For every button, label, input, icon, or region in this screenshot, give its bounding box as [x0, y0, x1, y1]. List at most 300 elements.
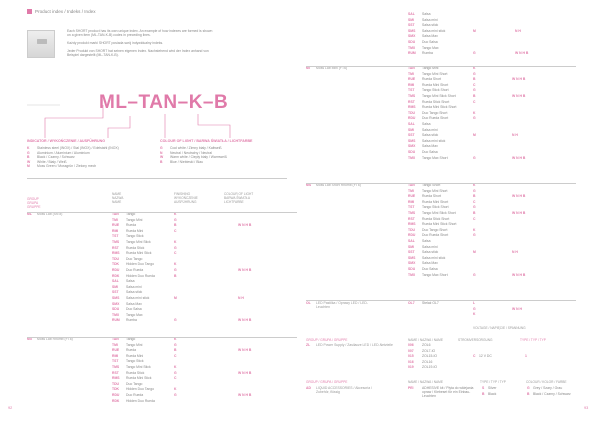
item-code: SDU	[112, 307, 120, 312]
finish-code: C	[473, 99, 476, 104]
item-name: Tango Mini	[422, 66, 439, 70]
item-name: Salsa mini stick	[126, 296, 150, 300]
item-code: RDU	[112, 393, 120, 397]
item-name: Rueda Short	[422, 77, 442, 82]
group-name: Moss Lab (SN 8)	[37, 212, 63, 216]
item-name: Tango	[126, 337, 136, 341]
item-code: RUM	[408, 51, 416, 56]
item-code: OL7	[408, 301, 415, 305]
item-code: RMS	[112, 376, 120, 381]
finish-code: G	[473, 116, 476, 121]
legend-head-light: COLOUR OF LIGHT / BARWA ŚWIATŁA / LICHTFARBE	[160, 139, 253, 143]
legend-light-colours	[160, 147, 227, 165]
item-code: RUM	[112, 318, 120, 323]
finish-code: M	[473, 133, 476, 138]
item-code: RUE	[112, 348, 120, 353]
item-code: TMS	[112, 240, 120, 244]
voltage-value: 12 V DC	[479, 354, 492, 359]
colour-code: N H	[512, 133, 518, 138]
item-name: Salsa	[422, 12, 431, 16]
finish-code: G	[473, 205, 476, 210]
item-code: TMI	[112, 217, 118, 222]
finish-code: G	[174, 370, 177, 375]
colour-code: W N H B	[238, 223, 252, 228]
item-name: Rueda Mini Stick Short	[422, 222, 457, 227]
divider	[27, 178, 287, 179]
item-name: Duo Salsa	[422, 40, 438, 44]
item-name: Tango Max Short	[422, 272, 448, 277]
colour-code: G	[527, 386, 530, 390]
item-code: RMS	[408, 222, 416, 227]
item-code: SMI	[408, 127, 415, 132]
item-code: SDU	[408, 150, 416, 154]
item-name: Rueda Stick Short	[422, 216, 450, 221]
item-name: Salsa stick	[422, 23, 439, 28]
item-code: RDK	[112, 273, 120, 278]
item-code: TMI	[408, 188, 414, 193]
finish-code: C	[473, 82, 476, 87]
item-name: Salsa mini	[126, 284, 142, 289]
colhead-zl-name: NAME / NAZWA / NAME	[408, 338, 443, 342]
finish-code: G	[174, 217, 177, 222]
item-name: Rueda Mini Short	[422, 199, 449, 204]
finish-code: G	[174, 393, 177, 397]
item-code: TST	[408, 88, 415, 93]
divider	[306, 66, 576, 67]
legend-key: K	[27, 146, 30, 150]
colour-code: W N H B	[512, 155, 526, 160]
item-name: Hidden Duo Rueda	[126, 398, 155, 403]
legend-value: Black / Czarny / Schwarz	[37, 155, 75, 160]
item-name: Tango Mini Stick Short	[422, 94, 456, 98]
finish-code: G	[473, 272, 476, 277]
header-title: Product index / Indeks / Index	[35, 9, 96, 14]
colour-code: N H	[515, 28, 521, 33]
group-name: LED Pastilka / Oprawy LED / LED-Leuchten	[316, 301, 369, 309]
item-code: TST	[112, 359, 119, 364]
item-code: SST	[112, 290, 119, 295]
colhead-colour: COLOUR OF LIGHT BARWA ŚWIATŁA LICHTFARBE	[224, 192, 254, 204]
colour-code: W N H B	[238, 348, 252, 353]
item-name: ADHESIVE kit / Płyta do wklejania opraw / Klebeset für ein Einbau-Leuchten	[422, 386, 474, 398]
finish-code: B	[473, 77, 476, 82]
finish-code: K	[473, 227, 476, 232]
legend-value: White / Biały / Weiß	[37, 159, 67, 164]
finish-code: B	[174, 223, 177, 228]
group-code: ZL	[306, 343, 311, 347]
legend-value: Blue / Niebieski / Blau	[170, 159, 203, 164]
colour-code: W N H B	[515, 51, 529, 56]
intro-de: Jeder Produkt von SHORT hat seinen eigenen Index. Nachstehend wird der Index anhand von Beispiel dargestellt (ML-TAN-K-B).	[67, 48, 209, 58]
item-name: Tango Stick	[126, 234, 144, 239]
legend-key: M	[27, 164, 30, 169]
legend-value: Moss Green / Mossgrün / Zielony mech	[37, 164, 97, 169]
item-code: TMS	[408, 211, 416, 215]
finish-code: G	[174, 342, 177, 347]
item-code: SAL	[112, 279, 119, 284]
item-name: Duo Tango Short	[422, 227, 448, 232]
item-name: Rueda	[126, 223, 136, 228]
colhead-ad-type: TYPE / TYP / TYP	[480, 380, 506, 384]
item-name: Duo Tango Short	[422, 110, 448, 115]
item-name: Rueda Stick Short	[422, 99, 450, 104]
intro-text	[67, 29, 217, 61]
legend-key: G	[160, 146, 163, 150]
divider	[27, 212, 297, 213]
item-name: Duo Rueda Short	[422, 116, 449, 121]
colour-code: W N H B	[512, 272, 526, 277]
page-number-left: 92	[8, 406, 13, 410]
item-name: Duo Rueda	[126, 268, 144, 272]
group-code: ML	[27, 212, 32, 216]
colour-code: B	[527, 391, 530, 396]
finish-code: C	[174, 376, 177, 381]
item-name: Rueda Mini Stick Short	[422, 105, 457, 110]
item-name: Tango Mini	[126, 217, 143, 222]
colour-code: N H	[238, 296, 244, 300]
item-code: TAN	[112, 212, 119, 216]
finish-code: K	[174, 365, 177, 369]
colhead-ad-group: GROUP / GRUPA / GRUPPE	[306, 380, 348, 384]
item-name: Tango	[126, 212, 136, 216]
legend-value: Neutral / Neutralny / Neutral	[170, 150, 213, 155]
item-code: TMS	[408, 94, 416, 98]
item-name: Hidden Duo Rueda	[126, 273, 155, 278]
item-code: RMS	[112, 251, 120, 256]
item-name: Salsa Max	[422, 261, 438, 266]
item-code: TMX	[408, 155, 416, 160]
item-name: Tango Max	[422, 45, 439, 50]
item-code: TMS	[112, 365, 120, 369]
finish-code: K	[473, 66, 476, 70]
item-name: Tango Mini Short	[422, 188, 448, 193]
group-code: MS	[306, 183, 312, 187]
item-code: SAL	[408, 122, 415, 126]
item-name: Stelaż OL7	[422, 301, 439, 305]
item-code: RDK	[112, 398, 120, 403]
item-code: RUE	[408, 194, 416, 199]
item-code: TMI	[112, 342, 118, 347]
group-code: OL	[306, 301, 311, 305]
item-name: Tango Short	[422, 183, 441, 187]
item-code: SMX	[408, 261, 416, 266]
group-name: Moss Lab Short Rhomb (FT6)	[316, 183, 361, 187]
finish-code: G	[473, 88, 476, 93]
colhead-zl-group: GROUP / GRUPA / GRUPPE	[306, 338, 348, 342]
item-code: TAN	[408, 66, 415, 70]
colhead-group: GROUP GRUPA GRUPPE	[27, 197, 41, 209]
page-number-right: 93	[584, 406, 589, 410]
item-name: Tango Stick Short	[422, 88, 449, 93]
item-code: SMS	[408, 138, 416, 143]
item-code: RMI	[112, 228, 119, 233]
legend-finishes	[27, 147, 119, 170]
item-code: TDK	[112, 387, 119, 392]
legend-value: Stainless steel (INOX) / Stal (INOX) / Edelstahl (INOX)	[37, 146, 119, 150]
item-name: Salsa mini stick	[422, 28, 446, 33]
finish-code: B	[174, 273, 177, 278]
item-code: SST	[408, 133, 415, 138]
item-name: Duo Tango	[126, 381, 143, 386]
item-code: TMX	[112, 312, 120, 317]
item-name: ZOL15-IO	[422, 354, 438, 359]
colhead-finish: FINISHING WYKOŃCZENIE AUSFÜHRUNG	[174, 192, 198, 204]
legend-key: B	[27, 155, 30, 160]
group-code: AD	[306, 386, 311, 390]
header-marker	[27, 9, 32, 14]
item-code: RDU	[408, 116, 416, 121]
item-code: SMS	[408, 255, 416, 260]
item-code: SMI	[408, 17, 415, 22]
item-code: TMX	[408, 45, 416, 50]
group-code: MI	[306, 66, 310, 70]
finish-code: K	[174, 387, 177, 392]
item-code: RST	[112, 370, 119, 375]
legend-head-indicator: INDICATOR / WYKOŃCZENIE / AUSFÜHRUNG	[27, 139, 105, 143]
group-code: MX	[27, 337, 33, 341]
item-name: Rueda Mini	[126, 353, 144, 358]
item-name: Rueda Stick	[126, 245, 145, 250]
finish-code: M	[174, 296, 177, 300]
item-code: 007	[408, 348, 414, 353]
item-name: Tango Stick Short	[422, 205, 449, 210]
item-code: TAN	[112, 337, 119, 341]
item-name: Rumba	[422, 51, 433, 56]
finish-code: K	[174, 337, 177, 341]
finish-code: G	[473, 155, 476, 160]
finish-code: C	[473, 216, 476, 221]
item-name: Tango Mini Short	[422, 71, 448, 76]
item-code: TST	[112, 234, 119, 239]
item-code: RST	[408, 99, 415, 104]
finish-code: B	[174, 348, 177, 353]
colhead-name: NAME NAZWA NAME	[112, 192, 124, 204]
group-name: LED Power Supply / Zasilacze LED / LED-Netzteile	[316, 343, 393, 347]
item-name: Rueda	[126, 348, 136, 353]
item-name: Salsa	[126, 279, 135, 284]
item-name: Rueda Mini	[126, 228, 144, 233]
type-code: B	[482, 391, 485, 396]
item-code: SST	[408, 23, 415, 28]
item-name: ZOL7-IO	[422, 348, 436, 353]
finish-code: G	[473, 71, 476, 76]
item-name: Salsa stick	[126, 290, 143, 295]
finish-code: G	[473, 51, 476, 56]
item-code: RDU	[112, 268, 120, 272]
finish-code: G	[473, 233, 476, 238]
item-code: TMX	[408, 272, 416, 277]
item-code: RUE	[408, 77, 416, 82]
finish-code: C	[174, 228, 177, 233]
item-name: Duo Rueda	[126, 393, 144, 397]
legend-key: N	[160, 150, 163, 155]
item-code: RMI	[112, 353, 119, 358]
item-code: SDU	[408, 40, 416, 44]
divider	[306, 183, 576, 184]
finish-code: L	[473, 301, 476, 305]
product-light-element	[37, 39, 47, 44]
item-code: RST	[408, 216, 415, 221]
colour-code: W N H	[512, 306, 522, 311]
colour-name: Black / Czarny / Schwarz	[533, 391, 571, 396]
item-name: Salsa stick	[422, 250, 439, 255]
finish-code: B	[473, 211, 476, 215]
item-name: Salsa mini stick	[422, 138, 446, 143]
finish-code: G	[174, 318, 177, 323]
item-code: SMI	[112, 284, 119, 289]
legend-row	[27, 165, 119, 170]
legend-value: Warm white / Ciepły biały / Warmweiß	[170, 155, 227, 160]
item-code: TAN	[408, 183, 415, 187]
finish-code: M	[473, 28, 476, 33]
colour-code: W N H B	[238, 268, 252, 272]
item-code: SAL	[408, 12, 415, 16]
colour-code: W N H B	[512, 211, 526, 215]
finish-code: G	[174, 268, 177, 272]
colhead-voltage: VOLTAGE / NAPIĘCIE / SPANNUNG	[473, 326, 526, 330]
item-code: SMX	[112, 301, 120, 306]
item-name: Duo Tango	[126, 256, 143, 261]
item-name: Salsa mini	[422, 17, 438, 22]
group-name: Moss Lab Rhomb (FT8)	[37, 337, 73, 341]
type-name: Silver	[488, 386, 497, 390]
item-code: TDU	[112, 381, 119, 386]
legend-key: W	[27, 159, 31, 164]
item-name: Tango Mini Stick	[126, 240, 151, 244]
colour-code: W N H B	[238, 318, 252, 323]
finish-code: B	[473, 194, 476, 199]
item-code: 006	[408, 343, 414, 347]
item-name: Salsa mini	[422, 127, 438, 132]
diagram-line-group	[45, 105, 103, 138]
item-code: RUE	[112, 223, 120, 228]
item-code: SMX	[408, 34, 416, 39]
item-name: ZOL16	[422, 359, 433, 364]
item-name: Tango Stick	[126, 359, 144, 364]
finish-code: C	[174, 353, 177, 358]
colour-code: W N H B	[238, 393, 252, 397]
legend-key: B	[160, 159, 163, 164]
item-name: Duo Salsa	[422, 150, 438, 154]
item-name: Salsa	[422, 239, 431, 243]
colour-code: W N H B	[512, 194, 526, 199]
item-code: RMI	[408, 199, 415, 204]
finish-code: K	[174, 240, 177, 244]
finish-code: C	[174, 251, 177, 256]
colour-code: W N H B	[238, 370, 252, 375]
finish-code: B	[473, 94, 476, 98]
example-code: ML–TAN–K–B	[99, 92, 229, 113]
finish-code: G	[473, 188, 476, 193]
finish-code: C	[473, 199, 476, 204]
item-name: ZOL19-IO	[422, 365, 438, 370]
item-name: Tango Max Short	[422, 155, 448, 160]
finish-code: K	[473, 110, 476, 115]
diagram-line-colour	[198, 114, 230, 138]
item-code: 019	[408, 365, 414, 370]
item-name: Salsa stick	[422, 133, 439, 138]
item-code: SDU	[408, 267, 416, 271]
item-code: 016	[408, 359, 414, 364]
colhead-zl-cable: STROMVERSORGUNG	[458, 338, 493, 342]
item-code: TMI	[408, 71, 414, 76]
page-header	[27, 9, 96, 14]
colhead-zl-type: TYPE / TYP / TYP	[520, 338, 546, 342]
finish-code: K	[473, 183, 476, 187]
item-name: Tango Mini Stick	[126, 365, 151, 369]
finish-code: K	[473, 312, 476, 317]
finish-code: K	[174, 212, 177, 216]
finish-code: K	[174, 262, 177, 267]
type-name: Black	[488, 391, 497, 396]
group-name: LIQUID ACCESSORIES / Akcesoria / Zubehör, flüssig	[316, 386, 372, 394]
item-name: Rueda Stick	[126, 370, 145, 375]
item-name: Hidden Duo Tango	[126, 387, 155, 392]
legend-key: W	[160, 155, 164, 160]
item-name: Rueda Mini Stick	[126, 251, 152, 256]
colour-code: W N H B	[512, 94, 526, 98]
item-name: Salsa Max	[126, 301, 142, 306]
legend-value: Aluminium / Aluminium / Aluminium	[37, 150, 90, 155]
item-code: TDU	[408, 110, 415, 115]
item-name: Rueda Mini Stick	[126, 376, 152, 381]
item-code: PEI	[408, 386, 414, 390]
item-code: SMS	[112, 296, 120, 300]
item-code: RST	[112, 245, 119, 250]
type-code: S	[482, 386, 485, 390]
item-code: RDU	[408, 233, 416, 238]
item-name: Duo Salsa	[126, 307, 142, 312]
item-name: Tango Mini Stick Short	[422, 211, 456, 215]
intro-pl: Każdy produkt marki SHORT posiada swój indywidualny indeks.	[67, 41, 164, 46]
item-code: SMS	[408, 28, 416, 33]
product-thumbnail	[27, 30, 55, 58]
item-name: Duo Rueda Short	[422, 233, 449, 238]
item-name: Salsa mini	[422, 244, 438, 249]
legend-value: Cool white / Zimny biały / Kaltweiß	[170, 146, 222, 150]
item-name: Hidden Duo Tango	[126, 262, 155, 267]
finish-code: G	[473, 306, 476, 311]
item-code: RMS	[408, 105, 416, 110]
item-code: TDU	[408, 227, 415, 232]
divider	[27, 337, 297, 338]
diagram-line-name	[108, 116, 130, 138]
item-code: RMI	[408, 82, 415, 87]
item-name: Rueda Mini Short	[422, 82, 449, 87]
item-name: Rueda Short	[422, 194, 442, 199]
item-name: Tango Mini	[126, 342, 143, 347]
item-name: Duo Salsa	[422, 267, 438, 271]
colour-code: N H	[512, 250, 518, 255]
item-name: Tango Max	[126, 312, 143, 317]
voltage-code: C	[473, 354, 476, 359]
colhead-ad-colour: COLOUR / KOLOR / FARBE	[526, 380, 567, 384]
item-code: TST	[408, 205, 415, 210]
item-code: SMI	[408, 244, 415, 249]
type-code: 1	[525, 354, 527, 359]
item-name: Rumba	[126, 318, 137, 323]
colour-code: W N H B	[512, 77, 526, 82]
item-code: SMX	[408, 144, 416, 149]
finish-code: M	[473, 250, 476, 255]
item-code: SAL	[408, 239, 415, 243]
item-name: Salsa	[422, 122, 431, 126]
intro-en: Each SHORT product has its own unique index. An example of how indexes are formed is shown on a given item (ML-TAN-K-B) codes in preceding lines.	[67, 29, 213, 38]
item-code: 015	[408, 354, 414, 359]
item-code: SST	[408, 250, 415, 255]
item-name: Salsa Max	[422, 34, 438, 39]
item-code: TDU	[112, 256, 119, 261]
